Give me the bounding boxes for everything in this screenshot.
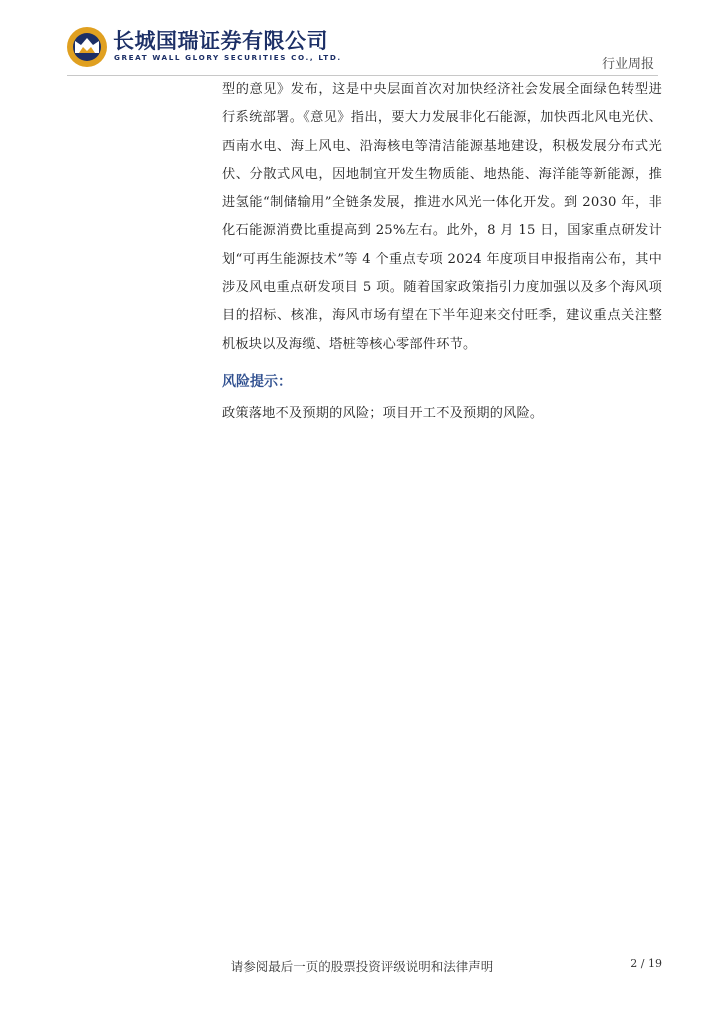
page-number: 2 / 19 xyxy=(630,957,662,970)
company-name-en: GREAT WALL GLORY SECURITIES CO., LTD. xyxy=(114,53,342,62)
risk-paragraph: 政策落地不及预期的风险；项目开工不及预期的风险。 xyxy=(222,405,544,421)
company-name-cn: 长城国瑞证券有限公司 xyxy=(113,29,328,53)
main-content xyxy=(222,76,662,428)
page-header xyxy=(0,0,724,80)
company-logo-icon xyxy=(66,26,108,68)
body-paragraph: 型的意见》发布，这是中央层面首次对加快经济社会发展全面绿色转型进行系统部署。《意见》指出，要大力发展非化石能源，加快西北风电光伏、西南水电、海上风电、沿海核电等清洁能源基地建设，积极发展分布式光伏、分散式风电，因地制宜开发生物质能、地热能、海洋能等新能源，推进氢能“制储输用”全链条发展，推进水风光一体化开发。到 2030 年，非化石能源消费比重提高到 25%左右。此外，8 月 15 日，国家重点研发计划“可再生能源技术”等 4 个重点专项 2024 年度项目申报指南公布，其中涉及风电重点研发项目 5 项。随着国家政策指引力度加强以及多个海风项目的招标、核准，海风市场有望在下半年迎来交付旺季，建议重点关注整机板块以及海缆、塔桩等核心零部件环节。 xyxy=(222,82,662,352)
footer-disclaimer: 请参阅最后一页的股票投资评级说明和法律声明 xyxy=(230,959,494,974)
risk-section-title: 风险提示： xyxy=(222,373,292,390)
report-type-label: 行业周报 xyxy=(601,57,654,72)
